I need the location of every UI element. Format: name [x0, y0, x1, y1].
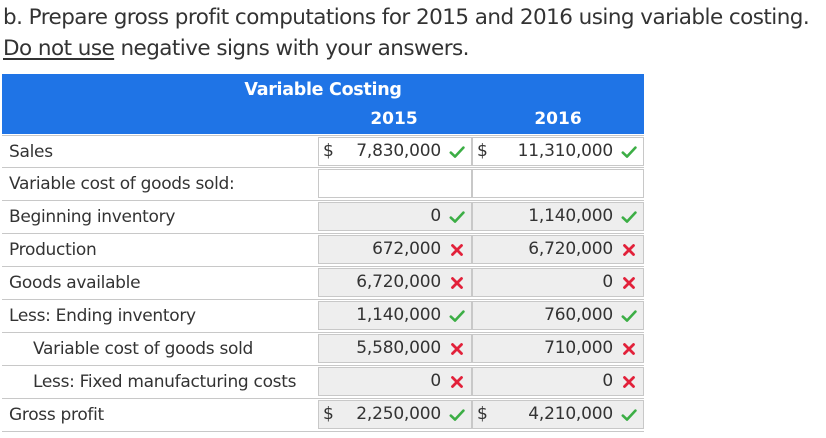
dollar-sign: $: [477, 404, 488, 424]
amount-input-2015[interactable]: [318, 268, 472, 297]
amount-input-2015[interactable]: [318, 334, 472, 363]
check-icon: [449, 209, 465, 225]
column-header-2016: 2016: [534, 109, 582, 129]
amount-value: 6,720,000: [356, 272, 441, 292]
amount-input-2015[interactable]: [318, 400, 472, 429]
amount-input-2016[interactable]: [472, 235, 644, 264]
dollar-sign: $: [323, 404, 334, 424]
amount-value: 760,000: [544, 305, 613, 325]
check-icon: [449, 308, 465, 324]
table-row: [2, 201, 644, 234]
amount-input-2015[interactable]: [318, 169, 472, 198]
amount-value: 672,000: [372, 239, 441, 259]
amount-value: 2,250,000: [356, 404, 441, 424]
check-icon: [449, 407, 465, 423]
instruction-emphasis: Do not use: [3, 36, 115, 61]
x-icon: [449, 374, 465, 390]
check-icon: [449, 144, 465, 160]
variable-costing-table: [2, 74, 644, 432]
amount-input-2015[interactable]: [318, 367, 472, 396]
table-row: [2, 399, 644, 432]
amount-value: 0: [602, 371, 613, 391]
amount-value: 7,830,000: [356, 141, 441, 161]
check-icon: [621, 144, 637, 160]
amount-input-2016[interactable]: [472, 137, 644, 166]
x-icon: [621, 374, 637, 390]
table-row: [2, 267, 644, 300]
amount-value: 11,310,000: [517, 141, 613, 161]
table-row: [2, 366, 644, 399]
column-header-2015: 2015: [370, 109, 418, 129]
amount-value: 0: [430, 371, 441, 391]
amount-value: 1,140,000: [528, 206, 613, 226]
amount-input-2015[interactable]: [318, 202, 472, 231]
amount-input-2016[interactable]: [472, 268, 644, 297]
amount-input-2015[interactable]: [318, 137, 472, 166]
table-header: [2, 74, 644, 134]
table-row: [2, 300, 644, 333]
amount-value: 1,140,000: [356, 305, 441, 325]
amount-value: 5,580,000: [356, 338, 441, 358]
instruction-rest: negative signs with your answers.: [114, 36, 469, 61]
x-icon: [621, 242, 637, 258]
amount-value: 6,720,000: [528, 239, 613, 259]
amount-value: 4,210,000: [528, 404, 613, 424]
check-icon: [621, 308, 637, 324]
amount-input-2016[interactable]: [472, 334, 644, 363]
table-row: [2, 168, 644, 201]
amount-input-2016[interactable]: [472, 400, 644, 429]
table-row: [2, 135, 644, 168]
table-row: [2, 333, 644, 366]
row-label: Production: [9, 240, 97, 260]
row-label: Less: Fixed manufacturing costs: [33, 372, 297, 392]
dollar-sign: $: [323, 141, 334, 161]
instruction-line-1: b. Prepare gross profit computations for 2015 and 2016 using variable costing.: [3, 5, 810, 30]
table-title: Variable Costing: [244, 80, 402, 100]
amount-value: 0: [430, 206, 441, 226]
amount-input-2016[interactable]: [472, 169, 644, 198]
row-label: Sales: [9, 142, 53, 162]
amount-input-2016[interactable]: [472, 367, 644, 396]
dollar-sign: $: [477, 141, 488, 161]
amount-input-2015[interactable]: [318, 301, 472, 330]
x-icon: [449, 275, 465, 291]
x-icon: [621, 341, 637, 357]
instructions: [3, 2, 826, 64]
row-label: Less: Ending inventory: [9, 306, 196, 326]
amount-value: 710,000: [544, 338, 613, 358]
check-icon: [621, 407, 637, 423]
x-icon: [449, 242, 465, 258]
table-row: [2, 234, 644, 267]
row-label: Variable cost of goods sold:: [9, 174, 235, 194]
row-label: Variable cost of goods sold: [33, 339, 254, 359]
row-label: Goods available: [9, 273, 141, 293]
row-label: Beginning inventory: [9, 207, 176, 227]
amount-input-2016[interactable]: [472, 301, 644, 330]
amount-value: 0: [602, 272, 613, 292]
amount-input-2015[interactable]: [318, 235, 472, 264]
row-label: Gross profit: [9, 405, 104, 425]
x-icon: [621, 275, 637, 291]
instruction-line-2: [3, 33, 826, 64]
x-icon: [449, 341, 465, 357]
check-icon: [621, 209, 637, 225]
amount-input-2016[interactable]: [472, 202, 644, 231]
